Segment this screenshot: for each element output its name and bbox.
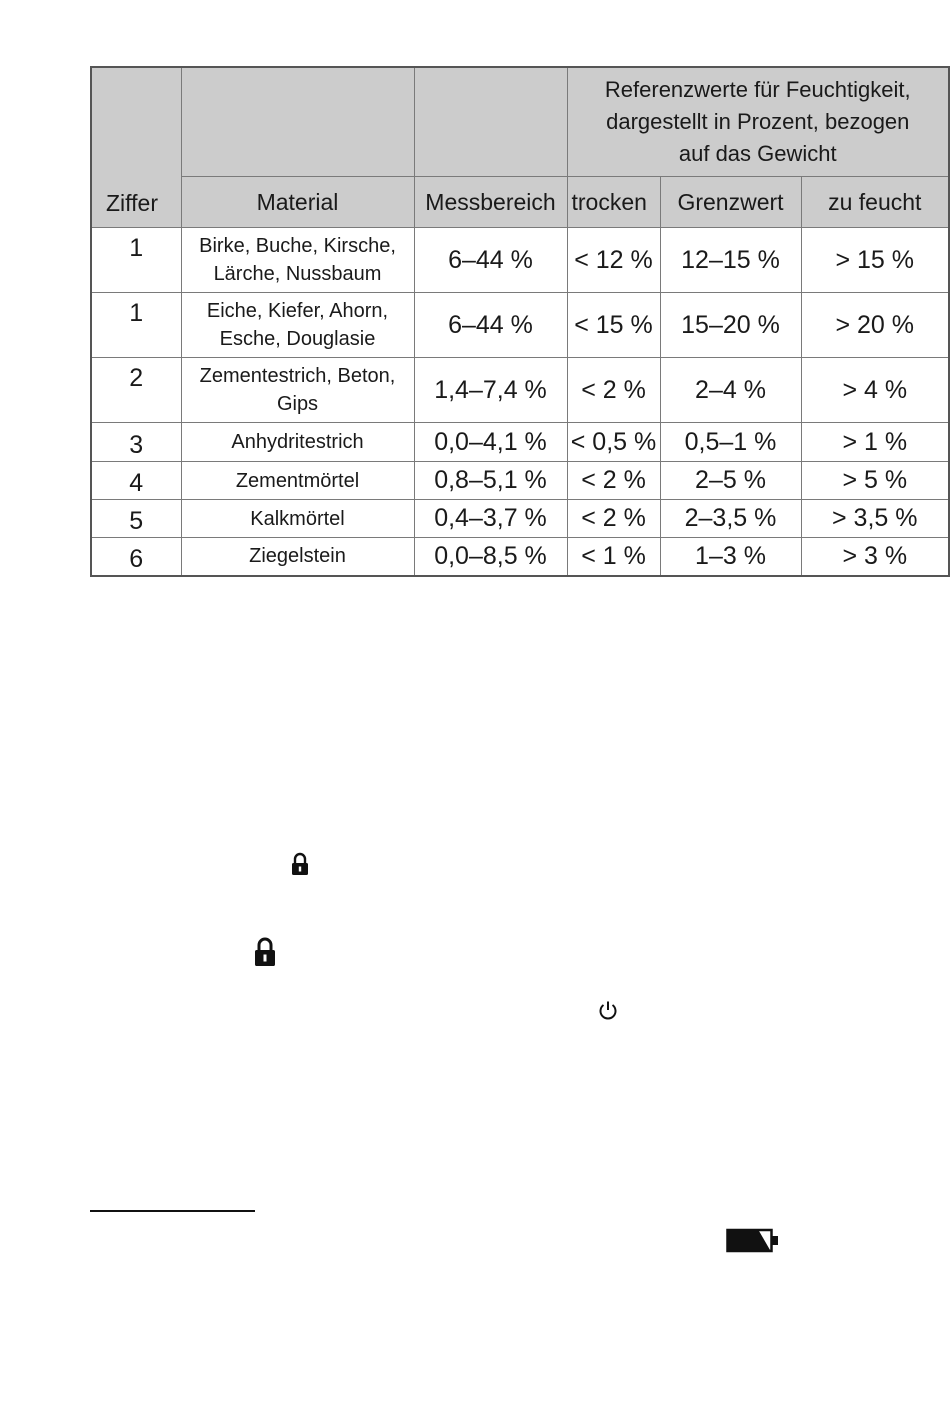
battery-low-icon xyxy=(726,1228,780,1254)
header-messbereich-top xyxy=(414,67,567,177)
header-messbereich-label: Messbereich xyxy=(425,188,556,215)
cell-material: Anhydritestrich xyxy=(181,423,414,462)
cell-messbereich: 1,4–7,4 % xyxy=(414,358,567,423)
cell-material: Kalkmörtel xyxy=(181,500,414,538)
material-line1: Eiche, Kiefer, Ahorn, xyxy=(206,300,389,322)
cell-messbereich: 0,0–4,1 % xyxy=(414,423,567,462)
header-ref-line2: dargestellt in Prozent, bezogen xyxy=(606,109,910,134)
table-row xyxy=(91,358,949,423)
cell-zu-feucht: > 3 % xyxy=(801,538,949,576)
cell-material xyxy=(181,358,414,423)
table-row xyxy=(91,500,949,538)
lock-closed-icon xyxy=(254,937,276,967)
cell-grenzwert: 15–20 % xyxy=(660,293,801,358)
cell-material xyxy=(181,293,414,358)
cell-trocken: < 1 % xyxy=(567,538,660,576)
cell-messbereich: 6–44 % xyxy=(414,293,567,358)
cell-trocken: < 2 % xyxy=(567,500,660,538)
header-ziffer xyxy=(91,67,181,228)
header-reference-values xyxy=(567,67,949,177)
table-row xyxy=(91,462,949,500)
material-line2: Lärche, Nussbaum xyxy=(213,263,382,285)
cell-grenzwert: 2–5 % xyxy=(660,462,801,500)
section-underline xyxy=(90,1210,255,1212)
cell-trocken: < 2 % xyxy=(567,462,660,500)
cell-grenzwert: 1–3 % xyxy=(660,538,801,576)
header-trocken-label: trocken xyxy=(571,188,647,215)
cell-material xyxy=(181,228,414,293)
header-zu-feucht xyxy=(801,177,949,228)
power-icon xyxy=(597,1000,619,1022)
table-row xyxy=(91,538,949,576)
cell-ziffer: 2 xyxy=(91,358,181,423)
cell-zu-feucht: > 4 % xyxy=(801,358,949,423)
header-material xyxy=(181,177,414,228)
header-material-top xyxy=(181,67,414,177)
cell-messbereich: 0,8–5,1 % xyxy=(414,462,567,500)
table-row xyxy=(91,228,949,293)
lock-open-icon xyxy=(291,852,309,876)
moisture-reference-table xyxy=(90,66,950,577)
header-trocken xyxy=(567,177,660,228)
header-grenzwert-label: Grenzwert xyxy=(677,188,784,215)
cell-material: Ziegelstein xyxy=(181,538,414,576)
table-row xyxy=(91,293,949,358)
cell-messbereich: 0,4–3,7 % xyxy=(414,500,567,538)
cell-ziffer: 5 xyxy=(91,500,181,538)
cell-zu-feucht: > 1 % xyxy=(801,423,949,462)
cell-ziffer: 6 xyxy=(91,538,181,576)
cell-material: Zementmörtel xyxy=(181,462,414,500)
cell-messbereich: 6–44 % xyxy=(414,228,567,293)
cell-zu-feucht: > 15 % xyxy=(801,228,949,293)
cell-grenzwert: 2–4 % xyxy=(660,358,801,423)
material-line2: Esche, Douglasie xyxy=(219,328,376,350)
cell-grenzwert: 12–15 % xyxy=(660,228,801,293)
cell-trocken: < 12 % xyxy=(567,228,660,293)
header-ref-line3: auf das Gewicht xyxy=(678,141,837,166)
header-ziffer-label: Ziffer xyxy=(106,190,158,216)
header-zu-feucht-label: zu feucht xyxy=(828,188,922,215)
cell-ziffer: 1 xyxy=(91,293,181,358)
cell-zu-feucht: > 20 % xyxy=(801,293,949,358)
cell-zu-feucht: > 5 % xyxy=(801,462,949,500)
cell-trocken: < 15 % xyxy=(567,293,660,358)
header-grenzwert xyxy=(660,177,801,228)
cell-ziffer: 3 xyxy=(91,423,181,462)
cell-zu-feucht: > 3,5 % xyxy=(801,500,949,538)
header-messbereich xyxy=(414,177,567,228)
cell-ziffer: 1 xyxy=(91,228,181,293)
table-row xyxy=(91,423,949,462)
material-line1: Zementestrich, Beton, xyxy=(199,365,396,387)
header-ref-line1: Referenzwerte für Feuchtigkeit, xyxy=(604,77,911,102)
material-line2: Gips xyxy=(276,393,319,415)
material-line1: Birke, Buche, Kirsche, xyxy=(199,235,396,257)
cell-trocken: < 2 % xyxy=(567,358,660,423)
cell-trocken: < 0,5 % xyxy=(567,423,660,462)
cell-grenzwert: 2–3,5 % xyxy=(660,500,801,538)
cell-messbereich: 0,0–8,5 % xyxy=(414,538,567,576)
cell-ziffer: 4 xyxy=(91,462,181,500)
header-material-label: Material xyxy=(256,188,339,215)
cell-grenzwert: 0,5–1 % xyxy=(660,423,801,462)
